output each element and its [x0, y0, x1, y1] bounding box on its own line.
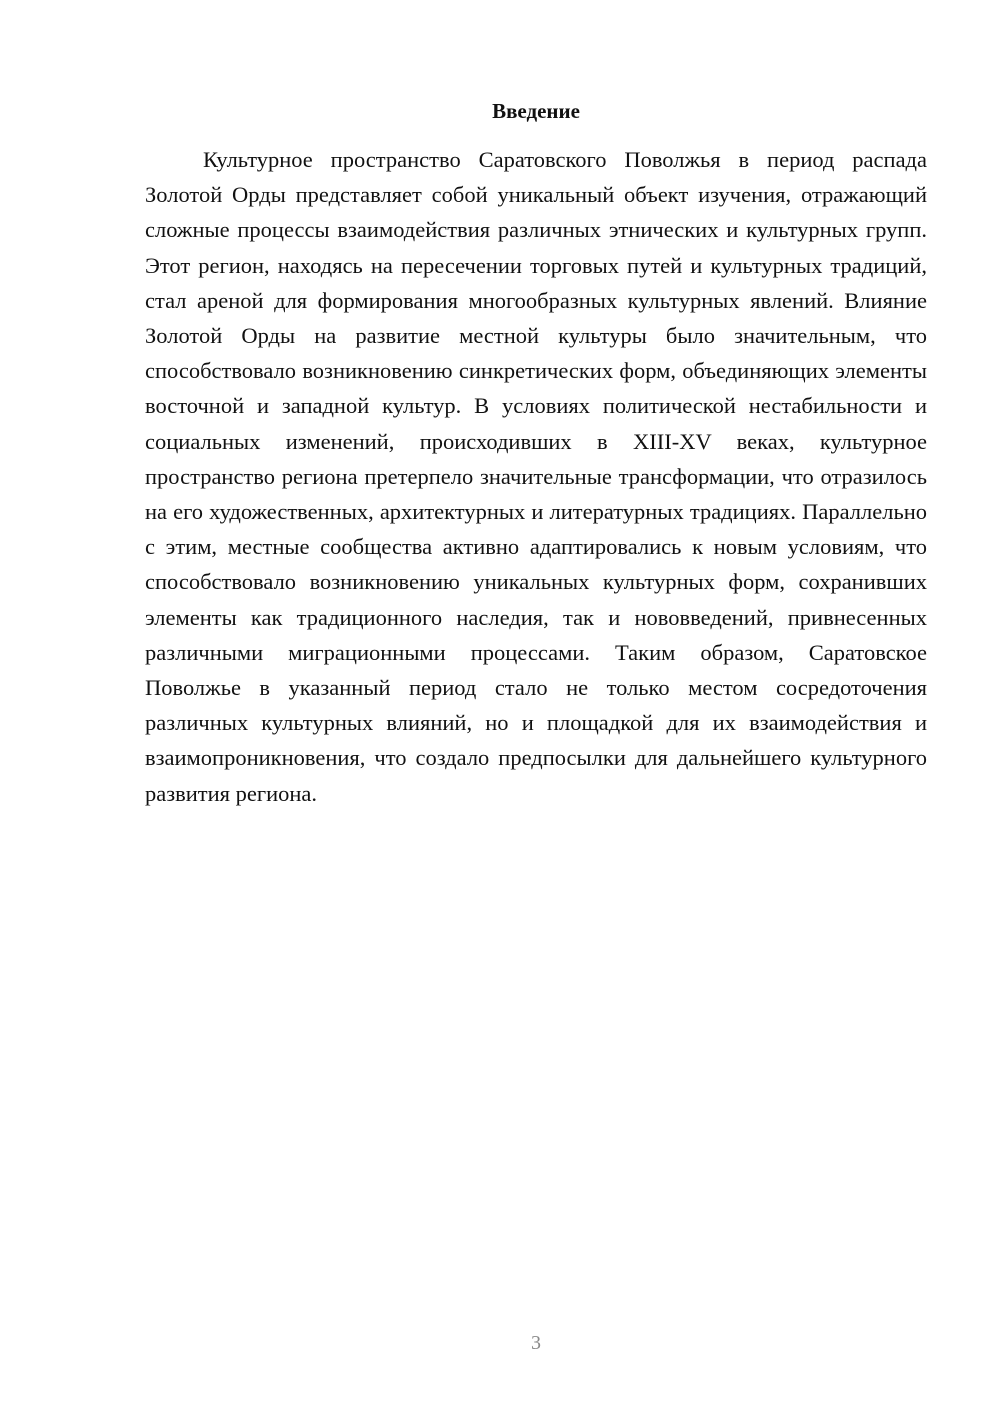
section-heading: Введение — [492, 99, 580, 123]
intro-paragraph: Культурное пространство Саратовского Поволжья в период распада Золотой Орды представляет собой уникальный объект изучения, отражающий сложные процессы взаимодействия различных этнических и культурных групп. Этот регион, находясь на пересечении торговых путей и культурных традиций, стал ареной для формирования многообразных культурных явлений. Влияние Золотой Орды на развитие местной культуры было значительным, что способствовало возникновению синкретических форм, объединяющих элементы восточной и западной культур. В условиях политической нестабильности и социальных изменений, происходивших в XIII-XV веках, культурное пространство региона претерпело значительные трансформации, что отразилось на его художественных, архитектурных и литературных традициях. Параллельно с этим, местные сообщества активно адаптировались к новым условиям, что способствовало возникновению уникальных культурных форм, сохранивших элементы как традиционного наследия, так и нововведений, привнесенных различными миграционными процессами. Таким образом, Саратовское Поволжье в указанный период стало не только местом сосредоточения различных культурных влияний, но и площадкой для их взаимодействия и взаимопроникновения, что создало предпосылки для дальнейшего культурного развития региона. — [145, 147, 927, 806]
page-number: 3 — [531, 1332, 541, 1354]
